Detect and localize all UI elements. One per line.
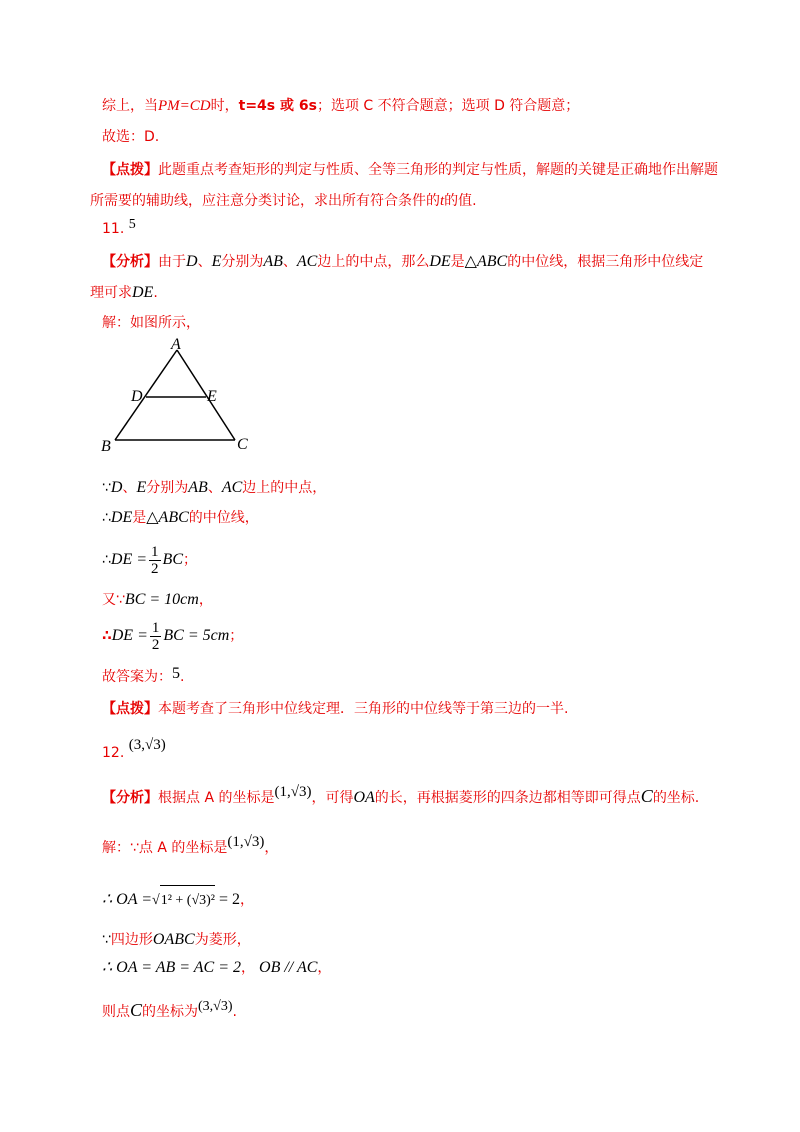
math-point-A: (1,√3) xyxy=(274,784,312,800)
question-number: 11. xyxy=(102,221,125,237)
q11-step-1 xyxy=(102,478,326,498)
text: 为菱形， xyxy=(194,932,251,948)
therefore-symbol: ∴ xyxy=(102,552,111,568)
text: 所需要的辅助线，应注意分类讨论，求出所有符合条件的 xyxy=(90,193,440,209)
math-pm-cd: PM=CD xyxy=(158,98,211,114)
math-sqrt-expression: 1² + (√3)² xyxy=(160,885,215,916)
text: 则点 xyxy=(102,1004,130,1020)
question-number: 12. xyxy=(102,745,125,761)
text: 、 xyxy=(197,254,212,270)
math-DE-eq: DE = xyxy=(110,551,148,568)
fraction-denominator: 2 xyxy=(151,560,159,577)
text: . xyxy=(232,1004,237,1020)
text: 故答案为： xyxy=(102,669,172,685)
choice-line: 故选：D. xyxy=(102,129,160,145)
math-result: BC = 5cm xyxy=(163,627,230,644)
text: 的值. xyxy=(444,193,477,209)
math-AB: AB xyxy=(263,253,283,270)
text: 本题考查了三角形中位线定理．三角形的中位线等于第三边的一半. xyxy=(158,701,569,717)
fraction-denominator: 2 xyxy=(151,636,160,653)
q12-solution-2: ∴ OA =√1² + (√3)² = 2， xyxy=(102,885,254,916)
q12-solution-4 xyxy=(102,958,331,978)
math-point-A: (1,√3) xyxy=(227,834,265,850)
side-AC xyxy=(177,350,235,440)
math-DE-eq: DE = xyxy=(111,627,148,644)
q11-tip xyxy=(102,699,568,719)
text: ， xyxy=(317,960,332,976)
text: 、 xyxy=(122,480,137,496)
tip-line-1 xyxy=(102,160,718,180)
text: 边上的中点， xyxy=(242,480,327,496)
therefore-symbol: ∴ xyxy=(102,510,111,526)
text: ， xyxy=(240,892,255,908)
math-answer: 5 xyxy=(172,665,180,682)
text: 边上的中点，那么 xyxy=(317,254,430,270)
q11-header xyxy=(102,219,136,240)
text: ； xyxy=(183,552,197,568)
label-A: A xyxy=(171,336,181,353)
q11-analysis-1 xyxy=(102,252,703,272)
summary-line xyxy=(102,96,579,116)
fraction-numerator: 1 xyxy=(151,619,160,636)
math-equal-sides: ∴ OA = AB = AC = 2 xyxy=(102,959,242,976)
text: ； xyxy=(229,628,244,644)
text: 由于 xyxy=(158,254,186,270)
triangle-figure xyxy=(95,335,275,455)
math-triangle-ABC: △ABC xyxy=(464,253,508,270)
math-OA: OA xyxy=(353,789,375,806)
text: 综上，当 xyxy=(102,98,158,114)
tip-label: 【点拨】 xyxy=(102,701,158,717)
math-E: E xyxy=(136,479,147,496)
text: ， xyxy=(264,840,279,856)
fraction-half xyxy=(149,544,161,577)
label-E: E xyxy=(207,388,217,405)
text: 是 xyxy=(132,510,147,526)
math-triangle-ABC: △ABC xyxy=(146,509,189,526)
label-C: C xyxy=(237,436,248,453)
text: ；选项 C 不符合题意；选项 D 符合题意； xyxy=(316,98,580,114)
math-OA-eq: ∴ OA = xyxy=(102,891,153,908)
text: ， xyxy=(198,592,213,608)
q12-conclusion xyxy=(102,1000,237,1023)
question-answer: (3,√3) xyxy=(128,737,166,753)
math-AB: AB xyxy=(188,479,208,496)
math-BC-value: BC = 10cm xyxy=(124,591,199,608)
q11-step-2 xyxy=(102,508,259,528)
q11-step-4 xyxy=(102,590,213,610)
math-parallel: OB // AC xyxy=(259,959,318,976)
text: 、 xyxy=(207,480,222,496)
math-OA-value: = 2 xyxy=(219,891,241,908)
text: 时， xyxy=(210,98,239,114)
text: 是 xyxy=(450,254,465,270)
therefore-symbol: ∴ xyxy=(102,628,112,644)
tip-label: 【点拨】 xyxy=(102,162,158,178)
text: 分别为 xyxy=(221,254,264,270)
math-AC: AC xyxy=(296,253,318,270)
math-D: D xyxy=(110,479,123,496)
text: 分别为 xyxy=(146,480,189,496)
math-BC: BC xyxy=(162,551,183,568)
text: 解：∵点 A 的坐标是 xyxy=(102,840,228,856)
math-OABC: OABC xyxy=(152,931,195,948)
q12-solution-3 xyxy=(102,930,251,950)
math-t: t xyxy=(440,193,445,209)
q11-solution: 解：如图所示， xyxy=(102,315,200,331)
text: 的中位线，根据三角形中位线定 xyxy=(507,254,704,270)
because-symbol: ∵ xyxy=(102,932,111,948)
text: 四边形 xyxy=(110,932,153,948)
fraction-half xyxy=(150,620,162,653)
label-D: D xyxy=(131,388,143,405)
question-answer: 5 xyxy=(128,217,136,232)
text: 理可求 xyxy=(90,285,132,301)
analysis-label: 【分析】 xyxy=(102,790,158,806)
text: ， xyxy=(241,960,256,976)
text: ，可得 xyxy=(311,790,354,806)
text: 又∵ xyxy=(102,592,125,608)
q11-final-answer xyxy=(102,667,184,687)
tip-line-2 xyxy=(90,191,477,211)
math-D: D xyxy=(186,253,198,270)
q12-analysis xyxy=(102,786,699,808)
analysis-label: 【分析】 xyxy=(102,254,158,270)
side-AB xyxy=(115,350,177,440)
text: 、 xyxy=(282,254,297,270)
math-E: E xyxy=(211,253,222,270)
text: 此题重点考查矩形的判定与性质、全等三角形的判定与性质，解题的关键是正确地作出解题 xyxy=(158,162,718,178)
math-DE: DE xyxy=(110,509,133,526)
math-point-C: (3,√3) xyxy=(198,999,233,1014)
fraction-numerator: 1 xyxy=(151,543,159,560)
label-B: B xyxy=(101,438,111,455)
q12-header xyxy=(102,735,166,761)
text: 的中位线， xyxy=(188,510,259,526)
math-C: C xyxy=(130,1000,143,1020)
text: 的坐标. xyxy=(652,790,700,806)
text: 的坐标为 xyxy=(142,1004,199,1020)
t-values: t=4s 或 6s xyxy=(238,98,317,114)
text: 的长，再根据菱形的四条边都相等即可得点 xyxy=(374,790,641,806)
math-C: C xyxy=(640,786,653,806)
q11-step-5 xyxy=(102,619,243,653)
text: . xyxy=(180,669,185,685)
text: . xyxy=(153,285,158,301)
q11-analysis-2 xyxy=(90,283,158,303)
because-symbol: ∵ xyxy=(102,480,111,496)
q11-step-3 xyxy=(102,543,197,577)
q12-solution-1 xyxy=(102,834,279,858)
math-DE: DE xyxy=(429,253,451,270)
math-DE: DE xyxy=(132,284,154,301)
text: 根据点 A 的坐标是 xyxy=(158,790,275,806)
math-AC: AC xyxy=(221,479,243,496)
